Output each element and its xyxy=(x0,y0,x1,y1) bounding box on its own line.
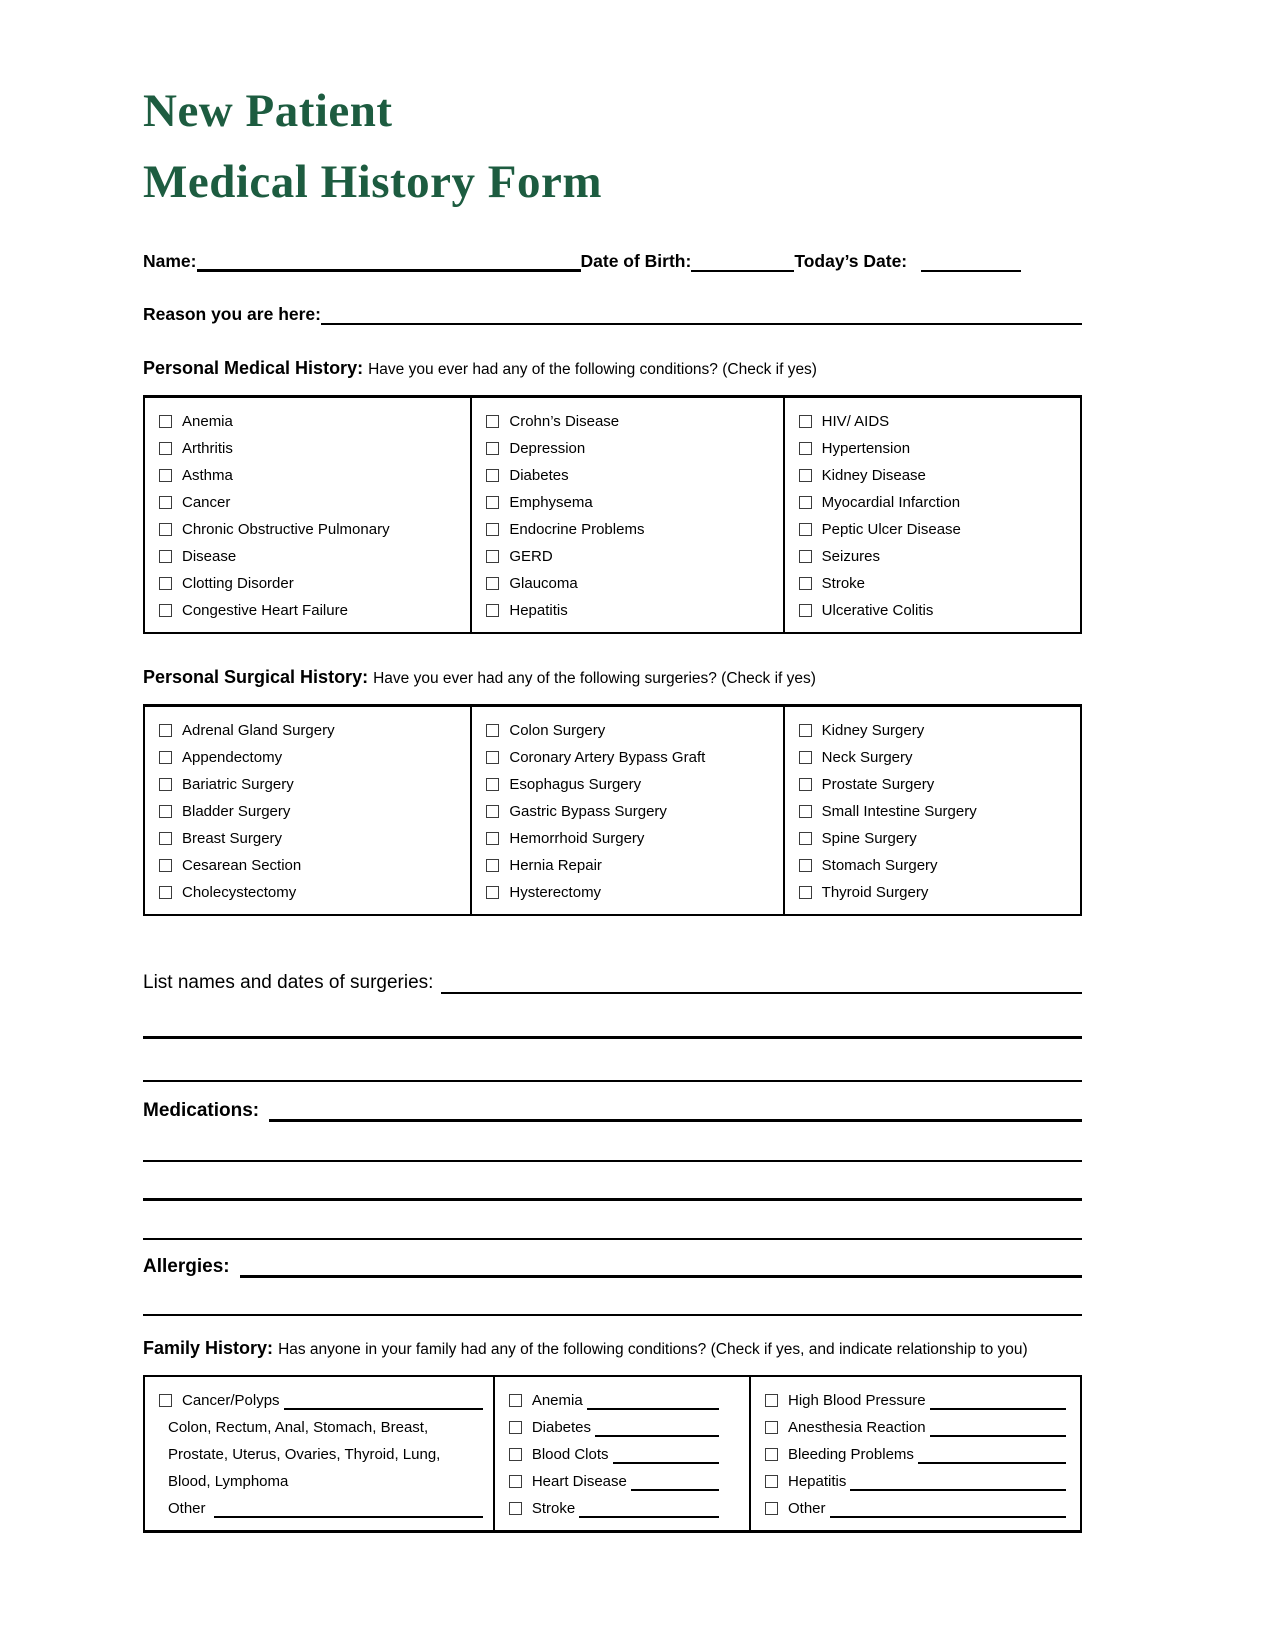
today-date-input-line[interactable] xyxy=(921,256,1021,272)
checkbox-breast-surgery[interactable] xyxy=(159,832,172,845)
checklist-item xyxy=(765,1468,1080,1495)
checklist-label: Stroke xyxy=(531,1500,576,1517)
name-label: Name: xyxy=(143,251,197,271)
checklist-label: Chronic Obstructive Pulmonary xyxy=(182,521,390,538)
checklist-item xyxy=(486,462,782,489)
reason-field xyxy=(143,304,1082,325)
family-history-col3 xyxy=(749,1377,1080,1530)
checklist-label: Colon Surgery xyxy=(509,722,606,739)
checklist-item xyxy=(509,1441,749,1468)
checklist-item xyxy=(799,408,1080,435)
checkbox-gastric-bypass-surgery[interactable] xyxy=(486,805,499,818)
checklist-item xyxy=(765,1387,1080,1414)
checklist-item xyxy=(159,462,470,489)
checklist-item xyxy=(799,489,1080,516)
checkbox-adrenal-gland-surgery[interactable] xyxy=(159,724,172,737)
checkbox-heart-disease[interactable] xyxy=(509,1475,522,1488)
checklist-item xyxy=(159,489,470,516)
checklist-label: Cesarean Section xyxy=(182,857,302,874)
checklist-label: Myocardial Infarction xyxy=(821,494,961,511)
relationship-input-line[interactable] xyxy=(930,1419,1066,1437)
checklist-label: Anemia xyxy=(531,1392,583,1409)
checklist-item xyxy=(486,771,782,798)
surgical-history-heading xyxy=(143,667,1082,688)
allergies-extra-line[interactable] xyxy=(143,1314,1082,1316)
relationship-input-line[interactable] xyxy=(918,1446,1066,1464)
checklist-label: Gastric Bypass Surgery xyxy=(509,803,667,820)
checklist-item xyxy=(799,879,1080,906)
surgical-history-subheading: Have you ever had any of the following surgeries? (Check if yes) xyxy=(373,670,816,687)
cancer-detail-line-3: Blood, Lymphoma xyxy=(168,1473,289,1490)
checklist-item xyxy=(486,597,782,624)
checklist-label: Anemia xyxy=(182,413,233,430)
relationship-input-line[interactable] xyxy=(850,1473,1066,1491)
checklist-label: Cancer xyxy=(182,494,231,511)
checklist-label: Bariatric Surgery xyxy=(182,776,294,793)
checkbox-colon-surgery[interactable] xyxy=(486,724,499,737)
checklist-label: Hepatitis xyxy=(509,602,568,619)
checklist-item xyxy=(159,771,470,798)
checklist-item xyxy=(486,408,782,435)
checklist-item xyxy=(486,570,782,597)
checklist-item xyxy=(799,825,1080,852)
medical-history-subheading: Have you ever had any of the following conditions? (Check if yes) xyxy=(368,361,817,378)
checkbox-asthma[interactable] xyxy=(159,469,172,482)
checklist-item xyxy=(799,717,1080,744)
checkbox-chronic-obstructive-pulmonary[interactable] xyxy=(159,523,172,536)
checklist-item xyxy=(799,597,1080,624)
checkbox-clotting-disorder[interactable] xyxy=(159,577,172,590)
checkbox-hysterectomy[interactable] xyxy=(486,886,499,899)
checkbox-appendectomy[interactable] xyxy=(159,751,172,764)
checkbox-hepatitis[interactable] xyxy=(486,604,499,617)
checklist-label: Esophagus Surgery xyxy=(509,776,642,793)
checklist-label: Neck Surgery xyxy=(821,749,913,766)
checklist-label: Other xyxy=(788,1500,826,1517)
checkbox-endocrine-problems[interactable] xyxy=(486,523,499,536)
surgeries-list-label: List names and dates of surgeries: xyxy=(143,972,434,993)
checklist-item xyxy=(486,435,782,462)
checklist-label: Depression xyxy=(509,440,586,457)
checkbox-hemorrhoid-surgery[interactable] xyxy=(486,832,499,845)
checklist-label: Stroke xyxy=(821,575,866,592)
medications-extra-line-2[interactable] xyxy=(143,1198,1082,1201)
checklist-item xyxy=(799,771,1080,798)
checkbox-small-intestine-surgery[interactable] xyxy=(799,805,812,818)
checklist-item xyxy=(509,1387,749,1414)
family-history-heading xyxy=(143,1338,1082,1359)
checklist-item xyxy=(509,1414,749,1441)
medical-history-col2 xyxy=(470,398,782,632)
checklist-item xyxy=(509,1495,749,1522)
checkbox-bleeding-problems[interactable] xyxy=(765,1448,778,1461)
checklist-label: HIV/ AIDS xyxy=(821,413,890,430)
medical-history-heading xyxy=(143,358,1082,379)
title-line-1: New Patient xyxy=(143,85,393,137)
checkbox-coronary-artery-bypass-graft[interactable] xyxy=(486,751,499,764)
checklist-label: Small Intestine Surgery xyxy=(821,803,977,820)
checkbox-neck-surgery[interactable] xyxy=(799,751,812,764)
checklist-item xyxy=(486,717,782,744)
checklist-item xyxy=(509,1468,749,1495)
checkbox-cancer-polyps[interactable] xyxy=(159,1394,172,1407)
checklist-item xyxy=(765,1495,1080,1522)
relationship-input-line[interactable] xyxy=(613,1446,719,1464)
checkbox-hepatitis[interactable] xyxy=(765,1475,778,1488)
relationship-input-line[interactable] xyxy=(579,1500,719,1518)
checkbox-congestive-heart-failure[interactable] xyxy=(159,604,172,617)
medications-extra-line-3[interactable] xyxy=(143,1238,1082,1240)
checklist-item xyxy=(799,543,1080,570)
family-history-table xyxy=(143,1375,1082,1533)
surgeries-extra-line-1[interactable] xyxy=(143,1036,1082,1039)
surgical-history-col3 xyxy=(783,707,1080,914)
cancer-relationship-line[interactable] xyxy=(284,1392,483,1410)
relationship-input-line[interactable] xyxy=(930,1392,1066,1410)
family-other-line[interactable] xyxy=(214,1500,483,1518)
checklist-item xyxy=(799,516,1080,543)
checklist-label: Diabetes xyxy=(509,467,569,484)
medical-history-heading-label: Personal Medical History: xyxy=(143,358,364,378)
checklist-label: Bladder Surgery xyxy=(182,803,291,820)
checklist-label: Emphysema xyxy=(509,494,593,511)
relationship-input-line[interactable] xyxy=(595,1419,719,1437)
allergies-label: Allergies: xyxy=(143,1256,230,1277)
checkbox-emphysema[interactable] xyxy=(486,496,499,509)
checkbox-hypertension[interactable] xyxy=(799,442,812,455)
checkbox-cancer[interactable] xyxy=(159,496,172,509)
checklist-item xyxy=(765,1414,1080,1441)
checkbox-bladder-surgery[interactable] xyxy=(159,805,172,818)
checklist-label: Diabetes xyxy=(531,1419,592,1436)
checklist-item xyxy=(159,852,470,879)
today-date-label: Today’s Date: xyxy=(794,251,908,271)
checklist-label: Hernia Repair xyxy=(509,857,602,874)
checkbox-arthritis[interactable] xyxy=(159,442,172,455)
checklist-item xyxy=(765,1441,1080,1468)
checklist-label: Congestive Heart Failure xyxy=(182,602,348,619)
checklist-item xyxy=(799,435,1080,462)
checklist-label: Seizures xyxy=(821,548,881,565)
checkbox-crohn-s-disease[interactable] xyxy=(486,415,499,428)
checklist-label: Ulcerative Colitis xyxy=(821,602,934,619)
name-input-line[interactable] xyxy=(197,256,581,272)
medical-history-table xyxy=(143,395,1082,634)
checklist-label: High Blood Pressure xyxy=(788,1392,926,1409)
checkbox-kidney-surgery[interactable] xyxy=(799,724,812,737)
checkbox-stroke[interactable] xyxy=(509,1502,522,1515)
checklist-label: Kidney Disease xyxy=(821,467,926,484)
checklist-item xyxy=(159,570,470,597)
checklist-item xyxy=(159,825,470,852)
checklist-item xyxy=(486,516,782,543)
checklist-item xyxy=(159,798,470,825)
checkbox-high-blood-pressure[interactable] xyxy=(765,1394,778,1407)
checkbox-depression[interactable] xyxy=(486,442,499,455)
medical-history-col3 xyxy=(783,398,1080,632)
allergies-input-line[interactable] xyxy=(240,1262,1082,1278)
checklist-label: Peptic Ulcer Disease xyxy=(821,521,961,538)
page-title xyxy=(143,76,1082,217)
checkbox-stroke[interactable] xyxy=(799,577,812,590)
family-history-col1 xyxy=(145,1377,493,1530)
checklist-label: Heart Disease xyxy=(531,1473,627,1490)
cancer-detail-line-1: Colon, Rectum, Anal, Stomach, Breast, xyxy=(168,1419,429,1436)
checklist-label: Hysterectomy xyxy=(509,884,602,901)
allergies-field xyxy=(143,1256,1082,1278)
checklist-item xyxy=(159,408,470,435)
checkbox-kidney-disease[interactable] xyxy=(799,469,812,482)
medications-label: Medications: xyxy=(143,1100,260,1121)
checklist-item xyxy=(799,852,1080,879)
checkbox-cholecystectomy[interactable] xyxy=(159,886,172,899)
checklist-label: Adrenal Gland Surgery xyxy=(182,722,335,739)
checklist-label: Cholecystectomy xyxy=(182,884,297,901)
surgical-history-col2 xyxy=(470,707,782,914)
checkbox-seizures[interactable] xyxy=(799,550,812,563)
title-line-2: Medical History Form xyxy=(143,155,602,208)
checkbox-blood-clots[interactable] xyxy=(509,1448,522,1461)
checklist-item xyxy=(486,543,782,570)
checkbox-prostate-surgery[interactable] xyxy=(799,778,812,791)
dob-label: Date of Birth: xyxy=(580,251,692,271)
checkbox-hiv-aids[interactable] xyxy=(799,415,812,428)
checklist-label: Stomach Surgery xyxy=(821,857,938,874)
checklist-item xyxy=(486,852,782,879)
checklist-item xyxy=(486,825,782,852)
checklist-label: Spine Surgery xyxy=(821,830,917,847)
medications-input-line[interactable] xyxy=(269,1106,1082,1122)
family-history-heading-label: Family History: xyxy=(143,1338,274,1358)
surgeries-list-field xyxy=(143,972,1082,994)
checkbox-myocardial-infarction[interactable] xyxy=(799,496,812,509)
checklist-label: Cancer/Polyps xyxy=(182,1392,280,1409)
checklist-label: Kidney Surgery xyxy=(821,722,925,739)
medical-history-col1 xyxy=(145,398,470,632)
checklist-label: Asthma xyxy=(182,467,233,484)
checklist-item xyxy=(799,798,1080,825)
checklist-label: Endocrine Problems xyxy=(509,521,645,538)
checklist-item xyxy=(159,597,470,624)
checkbox-disease[interactable] xyxy=(159,550,172,563)
checklist-label: GERD xyxy=(509,548,553,565)
checkbox-ulcerative-colitis[interactable] xyxy=(799,604,812,617)
checkbox-spine-surgery[interactable] xyxy=(799,832,812,845)
checklist-label: Bleeding Problems xyxy=(788,1446,914,1463)
checklist-item xyxy=(799,462,1080,489)
checkbox-cesarean-section[interactable] xyxy=(159,859,172,872)
surgeries-extra-line-2[interactable] xyxy=(143,1080,1082,1082)
checklist-item xyxy=(159,879,470,906)
relationship-input-line[interactable] xyxy=(830,1500,1066,1518)
checklist-item xyxy=(486,489,782,516)
checklist-label: Breast Surgery xyxy=(182,830,283,847)
checklist-label: Blood Clots xyxy=(531,1446,609,1463)
checklist-label: Thyroid Surgery xyxy=(821,884,929,901)
reason-label: Reason you are here: xyxy=(143,304,321,324)
checkbox-stomach-surgery[interactable] xyxy=(799,859,812,872)
family-history-col2 xyxy=(493,1377,749,1530)
medications-extra-line-1[interactable] xyxy=(143,1160,1082,1162)
checkbox-thyroid-surgery[interactable] xyxy=(799,886,812,899)
checklist-label: Crohn’s Disease xyxy=(509,413,620,430)
checklist-item xyxy=(159,516,470,543)
surgical-history-heading-label: Personal Surgical History: xyxy=(143,667,369,687)
checklist-label: Hepatitis xyxy=(788,1473,847,1490)
checklist-label: Disease xyxy=(182,548,237,565)
family-history-subheading: Has anyone in your family had any of the following conditions? (Check if yes, and indicate relationship to you) xyxy=(278,1341,1028,1358)
checklist-label: Appendectomy xyxy=(182,749,283,766)
checklist-item xyxy=(159,717,470,744)
checklist-label: Clotting Disorder xyxy=(182,575,294,592)
checkbox-peptic-ulcer-disease[interactable] xyxy=(799,523,812,536)
relationship-input-line[interactable] xyxy=(631,1473,719,1491)
checkbox-hernia-repair[interactable] xyxy=(486,859,499,872)
checklist-label: Glaucoma xyxy=(509,575,578,592)
checkbox-esophagus-surgery[interactable] xyxy=(486,778,499,791)
checklist-item xyxy=(486,798,782,825)
checkbox-glaucoma[interactable] xyxy=(486,577,499,590)
checklist-item xyxy=(799,744,1080,771)
reason-input-line[interactable] xyxy=(321,309,1082,325)
checklist-item xyxy=(159,435,470,462)
checkbox-anesthesia-reaction[interactable] xyxy=(765,1421,778,1434)
medications-field xyxy=(143,1100,1082,1122)
cancer-detail-line-2: Prostate, Uterus, Ovaries, Thyroid, Lung, xyxy=(168,1446,441,1463)
surgical-history-table xyxy=(143,704,1082,916)
checkbox-gerd[interactable] xyxy=(486,550,499,563)
checkbox-diabetes[interactable] xyxy=(486,469,499,482)
checkbox-anemia[interactable] xyxy=(509,1394,522,1407)
checklist-label: Anesthesia Reaction xyxy=(788,1419,926,1436)
checkbox-other[interactable] xyxy=(765,1502,778,1515)
family-other-item xyxy=(168,1495,493,1522)
checklist-label: Arthritis xyxy=(182,440,233,457)
checkbox-diabetes[interactable] xyxy=(509,1421,522,1434)
surgeries-input-line[interactable] xyxy=(441,978,1082,994)
checkbox-anemia[interactable] xyxy=(159,415,172,428)
dob-input-line[interactable] xyxy=(691,256,794,272)
checklist-item xyxy=(159,744,470,771)
checklist-label: Coronary Artery Bypass Graft xyxy=(509,749,706,766)
checklist-item xyxy=(799,570,1080,597)
checklist-item xyxy=(486,744,782,771)
family-other-label: Other xyxy=(168,1500,206,1517)
checklist-item xyxy=(159,543,470,570)
checklist-item xyxy=(486,879,782,906)
header-fields xyxy=(143,251,1082,272)
checklist-item xyxy=(159,1387,493,1414)
surgical-history-col1 xyxy=(145,707,470,914)
relationship-input-line[interactable] xyxy=(587,1392,719,1410)
checkbox-bariatric-surgery[interactable] xyxy=(159,778,172,791)
checklist-label: Hypertension xyxy=(821,440,911,457)
checklist-label: Hemorrhoid Surgery xyxy=(509,830,645,847)
checklist-label: Prostate Surgery xyxy=(821,776,935,793)
